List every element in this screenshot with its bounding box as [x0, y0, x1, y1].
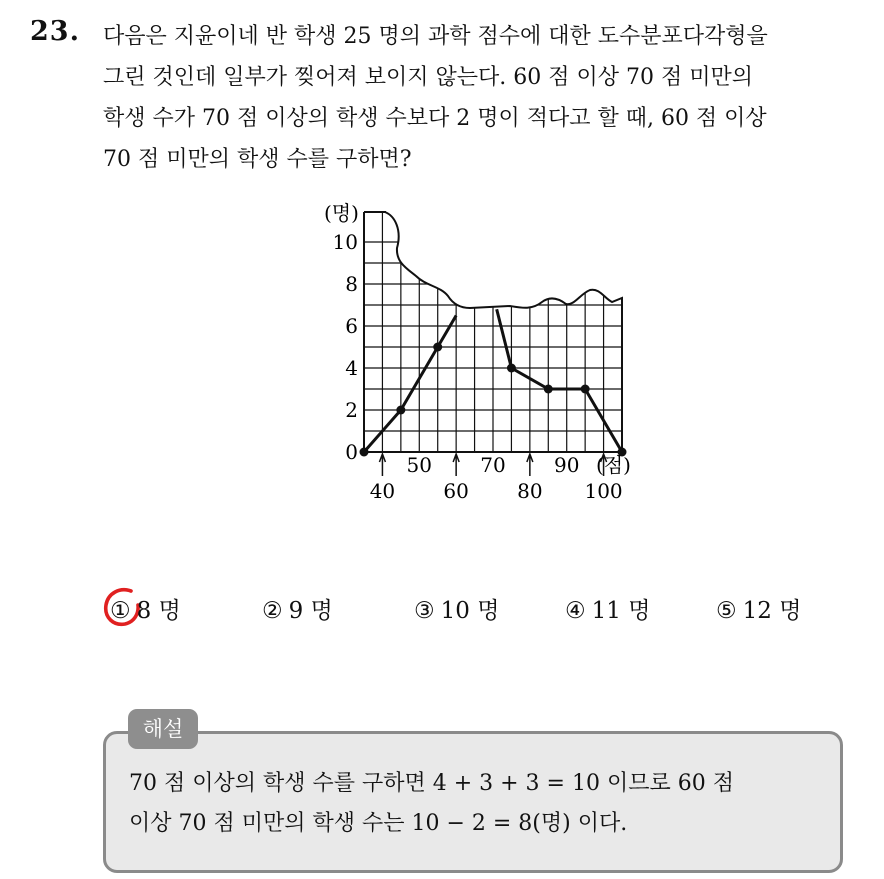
choice-number: ① [110, 598, 131, 624]
solution-text [129, 764, 839, 844]
choice-number: ③ [414, 598, 435, 624]
chart-grid [364, 212, 622, 452]
x-tick-label: 40 [369, 479, 396, 503]
choice-number: ⑤ [716, 598, 737, 624]
tick-arrow-icon [527, 454, 533, 476]
data-point [544, 385, 553, 394]
y-tick-label: 2 [345, 398, 358, 422]
y-tick-label: 8 [345, 272, 358, 296]
y-tick-label: 10 [332, 230, 358, 254]
data-point [360, 448, 369, 457]
data-point [433, 343, 442, 352]
frequency-polygon-chart [300, 190, 645, 510]
x-axis-label: (점) [596, 453, 631, 477]
choice-number: ④ [565, 598, 586, 624]
data-point [396, 406, 405, 415]
axis-labels [333, 230, 623, 503]
y-axis-label: (명) [324, 201, 359, 225]
question-line: 그린 것인데 일부가 찢어져 보이지 않는다. 60 점 이상 70 점 미만의 [103, 65, 753, 90]
question-text [103, 16, 863, 180]
x-tick-label: 100 [584, 479, 623, 503]
choice-5[interactable] [716, 592, 801, 625]
question-number: 23. [30, 16, 80, 47]
solution-tag: 해설 [128, 709, 198, 749]
choice-label: 9 명 [288, 598, 333, 624]
choice-4[interactable] [565, 592, 650, 625]
y-tick-label: 4 [345, 356, 358, 380]
x-tick-label: 90 [553, 453, 580, 477]
choice-2[interactable] [262, 592, 333, 625]
choice-number: ② [262, 598, 283, 624]
data-point [581, 385, 590, 394]
choice-1[interactable] [110, 592, 181, 625]
question-line: 70 점 미만의 학생 수를 구하면? [103, 147, 412, 172]
choice-label: 11 명 [591, 598, 651, 624]
answer-choices [0, 592, 884, 632]
tick-arrow-icon [379, 454, 385, 476]
x-tick-label: 50 [406, 453, 433, 477]
choice-3[interactable] [414, 592, 499, 625]
x-tick-label: 70 [480, 453, 506, 477]
choice-label: 8 명 [136, 598, 181, 624]
x-tick-label: 60 [443, 479, 469, 503]
question-line: 다음은 지윤이네 반 학생 25 명의 과학 점수에 대한 도수분포다각형을 [103, 24, 768, 49]
solution-line: 이상 70 점 미만의 학생 수는 10 − 2 = 8(명) 이다. [129, 811, 628, 836]
data-point [507, 364, 516, 373]
x-tick-label: 80 [517, 479, 543, 503]
tick-arrow-icon [453, 454, 459, 476]
y-tick-label: 0 [345, 440, 358, 464]
choice-label: 12 명 [742, 598, 802, 624]
y-tick-label: 6 [345, 314, 358, 338]
solution-line: 70 점 이상의 학생 수를 구하면 4 + 3 + 3 = 10 이므로 60 점 [129, 771, 734, 796]
choice-label: 10 명 [440, 598, 500, 624]
question-line: 학생 수가 70 점 이상의 학생 수보다 2 명이 적다고 할 때, 60 점 이상 [103, 106, 767, 131]
